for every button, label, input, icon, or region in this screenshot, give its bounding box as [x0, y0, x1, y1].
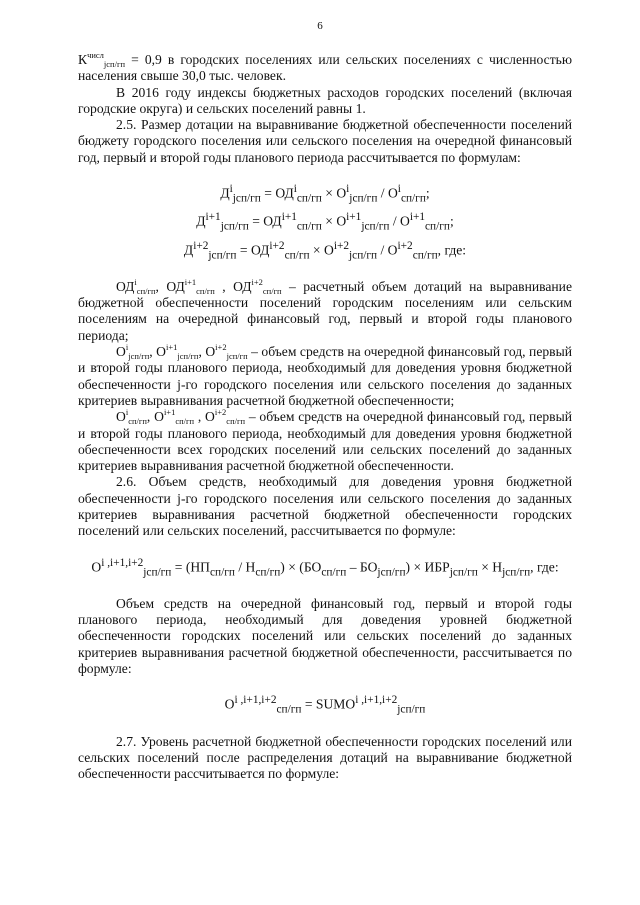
formula-block-dotation [78, 180, 572, 265]
formula-block-sum [78, 691, 572, 719]
where-label-2: где: [536, 559, 559, 575]
paragraph-2-5: 2.5. Размер дотации на выравнивание бюджетной обеспеченности поселений бюджету городского поселения или сельского поселения на очередной финансовый год, первый и второй годы планового периода рассчитывается по формулам: [78, 117, 572, 165]
paragraph-volume: Объем средств на очередной финансовый год, первый и второй годы планового периода, необходимый для доведения уровней бюджетной обеспеченности городских поселений или сельских поселений до заданных критериев выравнивания расчетной бюджетной обеспеченности, рассчитывается по формуле: [78, 595, 572, 677]
k-text: = 0,9 в городских поселениях или сельских поселениях с численностью населения свыше 30,0 тыс. человек. [78, 52, 572, 84]
page-number: 6 [317, 20, 323, 32]
paragraph-2-6: 2.6. Объем средств, необходимый для доведения уровня бюджетной обеспеченности j-го городского поселения или сельского поселения до заданных критериев выравнивания расчетной бюджетной обеспеченности городских поселений или сельских поселений, рассчитывается по формуле: [78, 474, 572, 539]
definition-od-text: – расчетный объем дотаций на выравнивание бюджетной обеспеченности поселений городским поселениям или сельским поселениям на очередной финансовый год, первый и второй годы планового периода; [78, 278, 572, 343]
where-label: где: [444, 242, 467, 258]
paragraph-2016: В 2016 году индексы бюджетных расходов городских поселений (включая городские округа) и сельских поселений равны 1. [78, 84, 572, 116]
formula-line-2: $Д^{i+1}_{jсп/гп} = ОД^{i+1}_{сп/гп} \times О^{i+1}_{jсп/гп} / О^{i+1}_{сп/гп}$; [196, 211, 454, 233]
definition-oj: $О^i_{jсп/гп}$, $О^{i+1}_{jсп/гп}$, $О^{i+2}_{jсп/гп}$ – объем средств на очередной финансовый год, первый и второй годы планового периода, необходимый для доведения уровня бюджетной обеспеченности j-го городского поселения или сельского поселения до заданных критериев выравнивания расчетной бюджетной обеспеченности; [78, 342, 572, 408]
k-symbol: К [78, 52, 88, 67]
document-body [78, 52, 572, 782]
definition-od: $ОД^i_{сп/гп}$, $ОД^{i+1}_{сп/гп}$ , $ОД^{i+2}_{сп/гп}$ – расчетный объем дотаций на выравнивание бюджетной обеспеченности поселений городским поселениям или сельским поселениям на очередной финансовый год, первый и второй годы планового периода; [78, 276, 572, 343]
formula-line-1: $Д^i_{jсп/гп} = ОД^i_{сп/гп} \times О^i_{jсп/гп} / О^i_{сп/гп}$; [220, 183, 430, 205]
definition-o: $О^i_{сп/гп}$, $О^{i+1}_{сп/гп}$ , $О^{i+2}_{сп/гп}$ – объем средств на очередной финансовый год, первый и второй годы планового периода, необходимый для доведения уровня бюджетной обеспеченности всех городских поселений или сельских поселений до заданных критериев выравнивания расчетной бюджетной обеспеченности. [78, 407, 572, 474]
formula-block-volume [78, 554, 572, 582]
paragraph-2-7: 2.7. Уровень расчетной бюджетной обеспеченности городских поселений или сельских поселений после распределения дотаций на выравнивание бюджетной обеспеченности рассчитывается по формуле: [78, 733, 572, 782]
formula-volume-j: $О^{i ,i+1,i+2}_{jсп/гп} = (НП_{сп/гп} / Н_{сп/гп}) \times (БО_{сп/гп} - БО_{jсп/гп}) \times ИБР_{jсп/гп} \times Н_{jсп/гп}$, где: [91, 556, 559, 578]
k-sup: числ [87, 50, 104, 60]
definition-oj-text: – объем средств на очередной финансовый год, первый и второй годы планового периода, необходимый для доведения уровня бюджетной обеспеченности j-го городского поселения или сельского поселения до заданных критериев выравнивания расчетной бюджетной обеспеченности; [78, 344, 572, 408]
formula-volume-sum: $О^{i ,i+1,i+2}_{сп/гп}$ = $SUMO^{i ,i+1,i+2}_{jсп/гп}$ [224, 694, 426, 716]
k-coefficient-line [78, 52, 572, 85]
k-sub: jсп/гп [103, 59, 126, 69]
formula-line-3: $Д^{i+2}_{jсп/гп} = ОД^{i+2}_{сп/гп} \times О^{i+2}_{jсп/гп} / О^{i+2}_{сп/гп}$, где: [183, 239, 467, 261]
definition-o-text: – объем средств на очередной финансовый год, первый и второй годы планового периода, необходимый для доведения уровня бюджетной обеспеченности всех городских поселений или сельских поселений до заданных критериев выравнивания расчетной бюджетной обеспеченности. [78, 409, 572, 474]
